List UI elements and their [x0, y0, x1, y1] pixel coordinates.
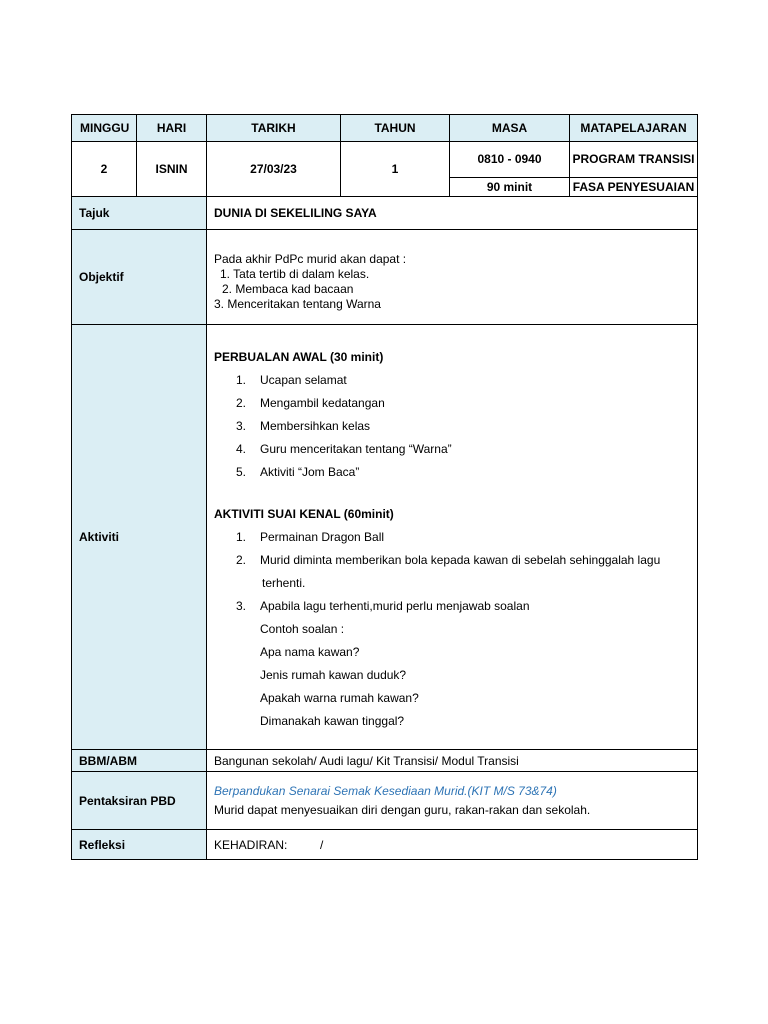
list-item-text: Mengambil kedatangan: [260, 396, 385, 410]
value-tahun: 1: [341, 142, 450, 197]
value-subject-2: FASA PENYESUAIAN: [570, 177, 698, 196]
list-item-text: Guru menceritakan tentang “Warna”: [260, 442, 452, 456]
aktiviti-label: Aktiviti: [72, 325, 207, 750]
sub-line: Jenis rumah kawan duduk?: [260, 668, 407, 682]
objektif-item-2: 2. Membaca kad bacaan: [222, 282, 354, 296]
list-item: [214, 392, 697, 415]
values-row-1: [72, 142, 698, 178]
pentaksiran-line-2: Murid dapat menyesuaikan diri dengan guru, rakan-rakan dan sekolah.: [214, 802, 591, 817]
objektif-row: [72, 230, 698, 325]
list-item-number: 5.: [236, 465, 247, 479]
objektif-label: Objektif: [72, 230, 207, 325]
section1-title: PERBUALAN AWAL (30 minit): [214, 350, 384, 364]
header-tahun: TAHUN: [341, 115, 450, 142]
section2-title: AKTIVITI SUAI KENAL (60minit): [214, 507, 394, 521]
list-item-number: 1.: [236, 530, 247, 544]
aktiviti-content: [207, 325, 698, 750]
header-row: [72, 115, 698, 142]
pentaksiran-row: [72, 772, 698, 830]
pentaksiran-line-1: Berpandukan Senarai Semak Kesediaan Murid.(KIT M/S 73&74): [214, 783, 557, 798]
list-item-text: Ucapan selamat: [260, 373, 347, 387]
section1-list: [214, 369, 697, 484]
value-minggu: 2: [72, 142, 137, 197]
objektif-item-3: 3. Menceritakan tentang Warna: [214, 297, 381, 311]
objektif-content: [207, 230, 698, 325]
list-item: [214, 461, 697, 484]
list-item: [214, 415, 697, 438]
aktiviti-row: [72, 325, 698, 750]
value-hari: ISNIN: [137, 142, 207, 197]
list-item-text: Permainan Dragon Ball: [260, 530, 385, 544]
tajuk-value: DUNIA DI SEKELILING SAYA: [207, 197, 698, 230]
refleksi-row: [72, 830, 698, 860]
header-minggu: MINGGU: [72, 115, 137, 142]
list-item: [214, 438, 697, 461]
refleksi-content: [207, 830, 698, 860]
refleksi-label: Refleksi: [72, 830, 207, 860]
bbm-label: BBM/ABM: [72, 750, 207, 772]
value-masa-time: 0810 - 0940: [450, 142, 570, 178]
section2-list: [214, 526, 697, 572]
list-item-wrap: terhenti.: [262, 576, 306, 590]
objektif-item-1: 1. Tata tertib di dalam kelas.: [220, 267, 370, 281]
list-item: [214, 526, 697, 549]
value-masa-duration: 90 minit: [450, 177, 570, 196]
header-masa: MASA: [450, 115, 570, 142]
objektif-intro: Pada akhir PdPc murid akan dapat :: [214, 252, 407, 266]
list-item-text: Membersihkan kelas: [260, 419, 371, 433]
header-tarikh: TARIKH: [207, 115, 341, 142]
list-item-text: Aktiviti “Jom Baca”: [260, 465, 360, 479]
list-item: [214, 595, 697, 618]
kehadiran-label: KEHADIRAN:: [214, 837, 288, 852]
kehadiran-slash: /: [320, 837, 324, 852]
list-item-number: 3.: [236, 419, 247, 433]
pentaksiran-content: [207, 772, 698, 830]
sub-line: Apakah warna rumah kawan?: [260, 691, 419, 705]
sub-line: Contoh soalan :: [260, 622, 345, 636]
header-matapelajaran: MATAPELAJARAN: [570, 115, 698, 142]
list-item: [214, 549, 697, 572]
list-item: [214, 369, 697, 392]
bbm-row: [72, 750, 698, 772]
sub-line: Apa nama kawan?: [260, 645, 360, 659]
list-item-number: 1.: [236, 373, 247, 387]
value-tarikh: 27/03/23: [207, 142, 341, 197]
header-hari: HARI: [137, 115, 207, 142]
list-item-number: 4.: [236, 442, 247, 456]
list-item-text: Murid diminta memberikan bola kepada kawan di sebelah sehinggalah lagu: [260, 553, 661, 567]
pentaksiran-label: Pentaksiran PBD: [72, 772, 207, 830]
list-item-number: 3.: [236, 599, 247, 613]
tajuk-row: [72, 197, 698, 230]
bbm-value: Bangunan sekolah/ Audi lagu/ Kit Transisi/ Modul Transisi: [207, 750, 698, 772]
list-item-text: Apabila lagu terhenti,murid perlu menjawab soalan: [260, 599, 530, 613]
list-item-number: 2.: [236, 396, 247, 410]
section2-list-cont: [214, 595, 697, 618]
value-subject-1: PROGRAM TRANSISI: [570, 142, 698, 178]
sub-line: Dimanakah kawan tinggal?: [260, 714, 405, 728]
list-item-number: 2.: [236, 553, 247, 567]
tajuk-label: Tajuk: [72, 197, 207, 230]
lesson-plan-table: [71, 114, 698, 860]
